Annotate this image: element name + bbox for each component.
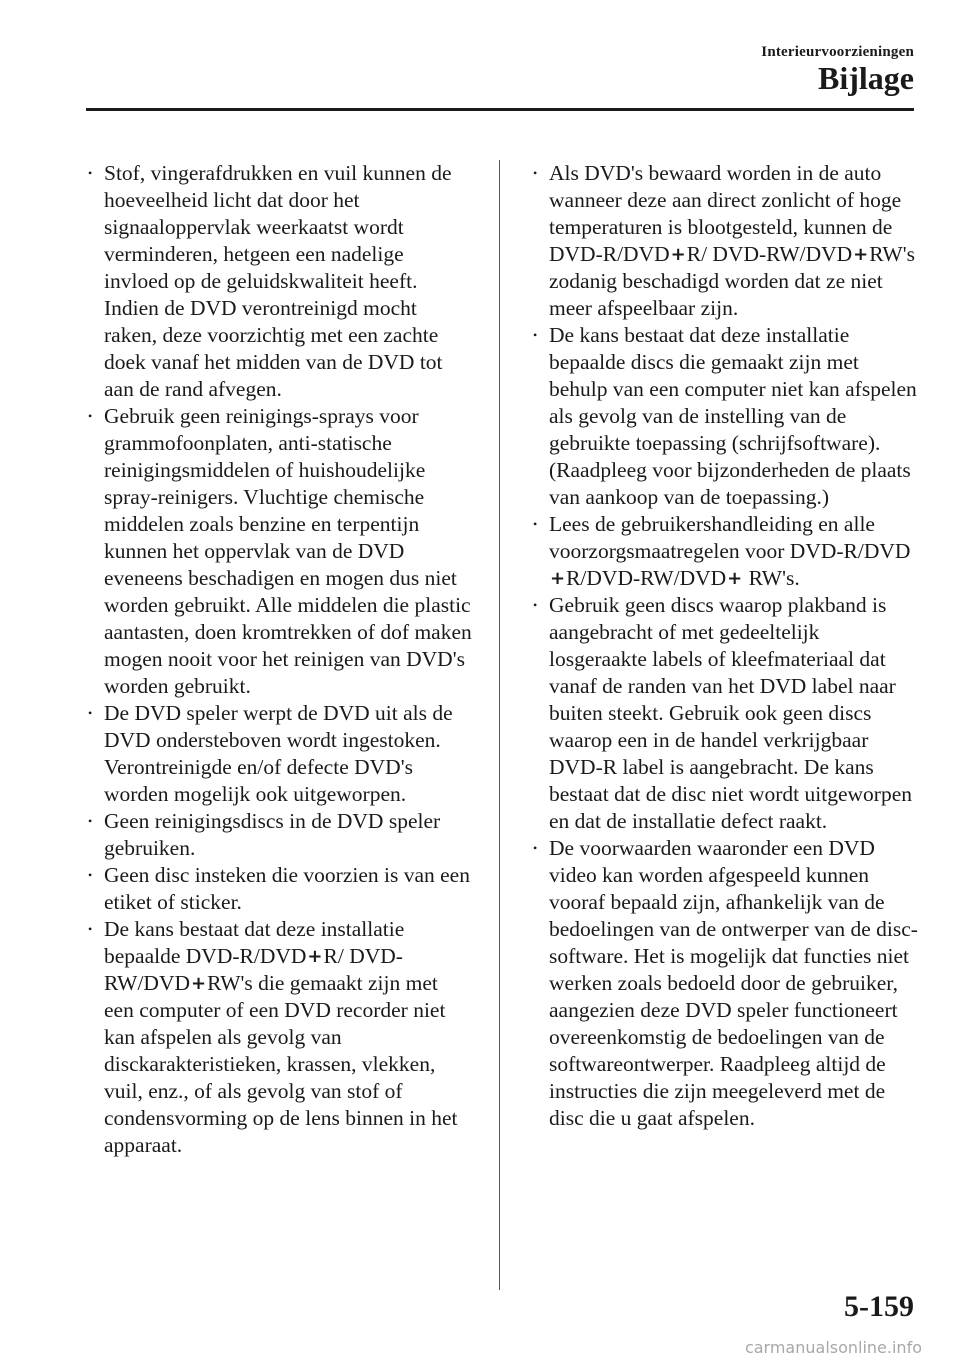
bullet-item: • De DVD speler werpt de DVD uit als de DVD ondersteboven wordt ingestoken. Verontreinigde en/of defecte DVD's worden mogelijk ook uitgeworpen. [88,700,473,808]
plus-glyph: + [853,244,869,265]
bullet-item: • De kans bestaat dat deze installatie bepaalde discs die gemaakt zijn met behulp van een computer niet kan afspelen als gevolg van de instelling van de gebruikte toepassing (schrijfsoftware). (Raadpleeg voor bijzonderheden de plaats van aankoop van de toepassing.) [533,322,918,511]
column-divider [499,160,500,1290]
left-bullet-list [88,160,473,1159]
bullet-item: • Lees de gebruikershandleiding en alle voorzorgsmaatregelen voor DVD-R/DVD+R/DVD-RW/DVD+ RW's. [533,511,918,592]
bullet-item: • Gebruik geen reinigings-sprays voor grammofoonplaten, anti-statische reinigingsmiddelen of huishoudelijke spray-reinigers. Vluchtige chemische middelen zoals benzine en terpentijn kunnen het oppervlak van de DVD eveneens beschadigen en mogen dus niet worden gebruikt. Alle middelen die plastic aantasten, doen kromtrekken of dof maken mogen nooit voor het reinigen van DVD's worden gebruikt. [88,403,473,700]
bullet-item: • De voorwaarden waaronder een DVD video kan worden afgespeeld kunnen vooraf bepaald zijn, afhankelijk van de bedoelingen van de ontwerper van de disc-software. Het is mogelijk dat functies niet werken zoals bedoeld door de gebruiker, aangezien deze DVD speler functioneert overeenkomstig de bedoelingen van de softwareontwerper. Raadpleeg altijd de instructies die zijn meegeleverd met de disc die u gaat afspelen. [533,835,918,1132]
bullet-item: • Geen reinigingsdiscs in de DVD speler gebruiken. [88,808,473,862]
watermark: carmanualsonline.info [744,1338,922,1357]
bullet-item: • De kans bestaat dat deze installatie bepaalde DVD-R/DVD+R/ DVD-RW/DVD+RW's die gemaakt zijn met een computer of een DVD recorder niet kan afspelen als gevolg van disckarakteristieken, krassen, vlekken, vuil, enz., of als gevolg van stof of condensvorming op de lens binnen in het apparaat. [88,916,473,1159]
right-column [533,160,918,1132]
section-title: Interieurvoorzieningen [761,44,914,60]
bullet-item: • Geen disc insteken die voorzien is van een etiket of sticker. [88,862,473,916]
plus-glyph: + [670,244,686,265]
header-rule [86,108,914,111]
left-column [88,160,473,1159]
plus-glyph: + [191,973,207,994]
plus-glyph: + [307,946,323,967]
bullet-item: • Stof, vingerafdrukken en vuil kunnen de hoeveelheid licht dat door het signaaloppervlak weerkaatst wordt verminderen, hetgeen een nadelige invloed op de geluidskwaliteit heeft. Indien de DVD verontreinigd mocht raken, deze voorzichtig met een zachte doek vanaf het midden van de DVD tot aan de rand afvegen. [88,160,473,403]
bullet-item: • Als DVD's bewaard worden in de auto wanneer deze aan direct zonlicht of hoge temperaturen is blootgesteld, kunnen de DVD-R/DVD+R/ DVD-RW/DVD+RW's zodanig beschadigd worden dat ze niet meer afspeelbaar zijn. [533,160,918,322]
right-bullet-list [533,160,918,1132]
plus-glyph: + [550,568,566,589]
page-title: Bijlage [818,60,914,96]
plus-glyph: + [727,568,743,589]
page-number: 5-159 [844,1290,914,1323]
bullet-item: • Gebruik geen discs waarop plakband is aangebracht of met gedeeltelijk losgeraakte labels of kleefmateriaal dat vanaf de randen van het DVD label naar buiten steekt. Gebruik ook geen discs waarop een in de handel verkrijgbaar DVD-R label is aangebracht. De kans bestaat dat de disc niet wordt uitgeworpen en dat de installatie defect raakt. [533,592,918,835]
